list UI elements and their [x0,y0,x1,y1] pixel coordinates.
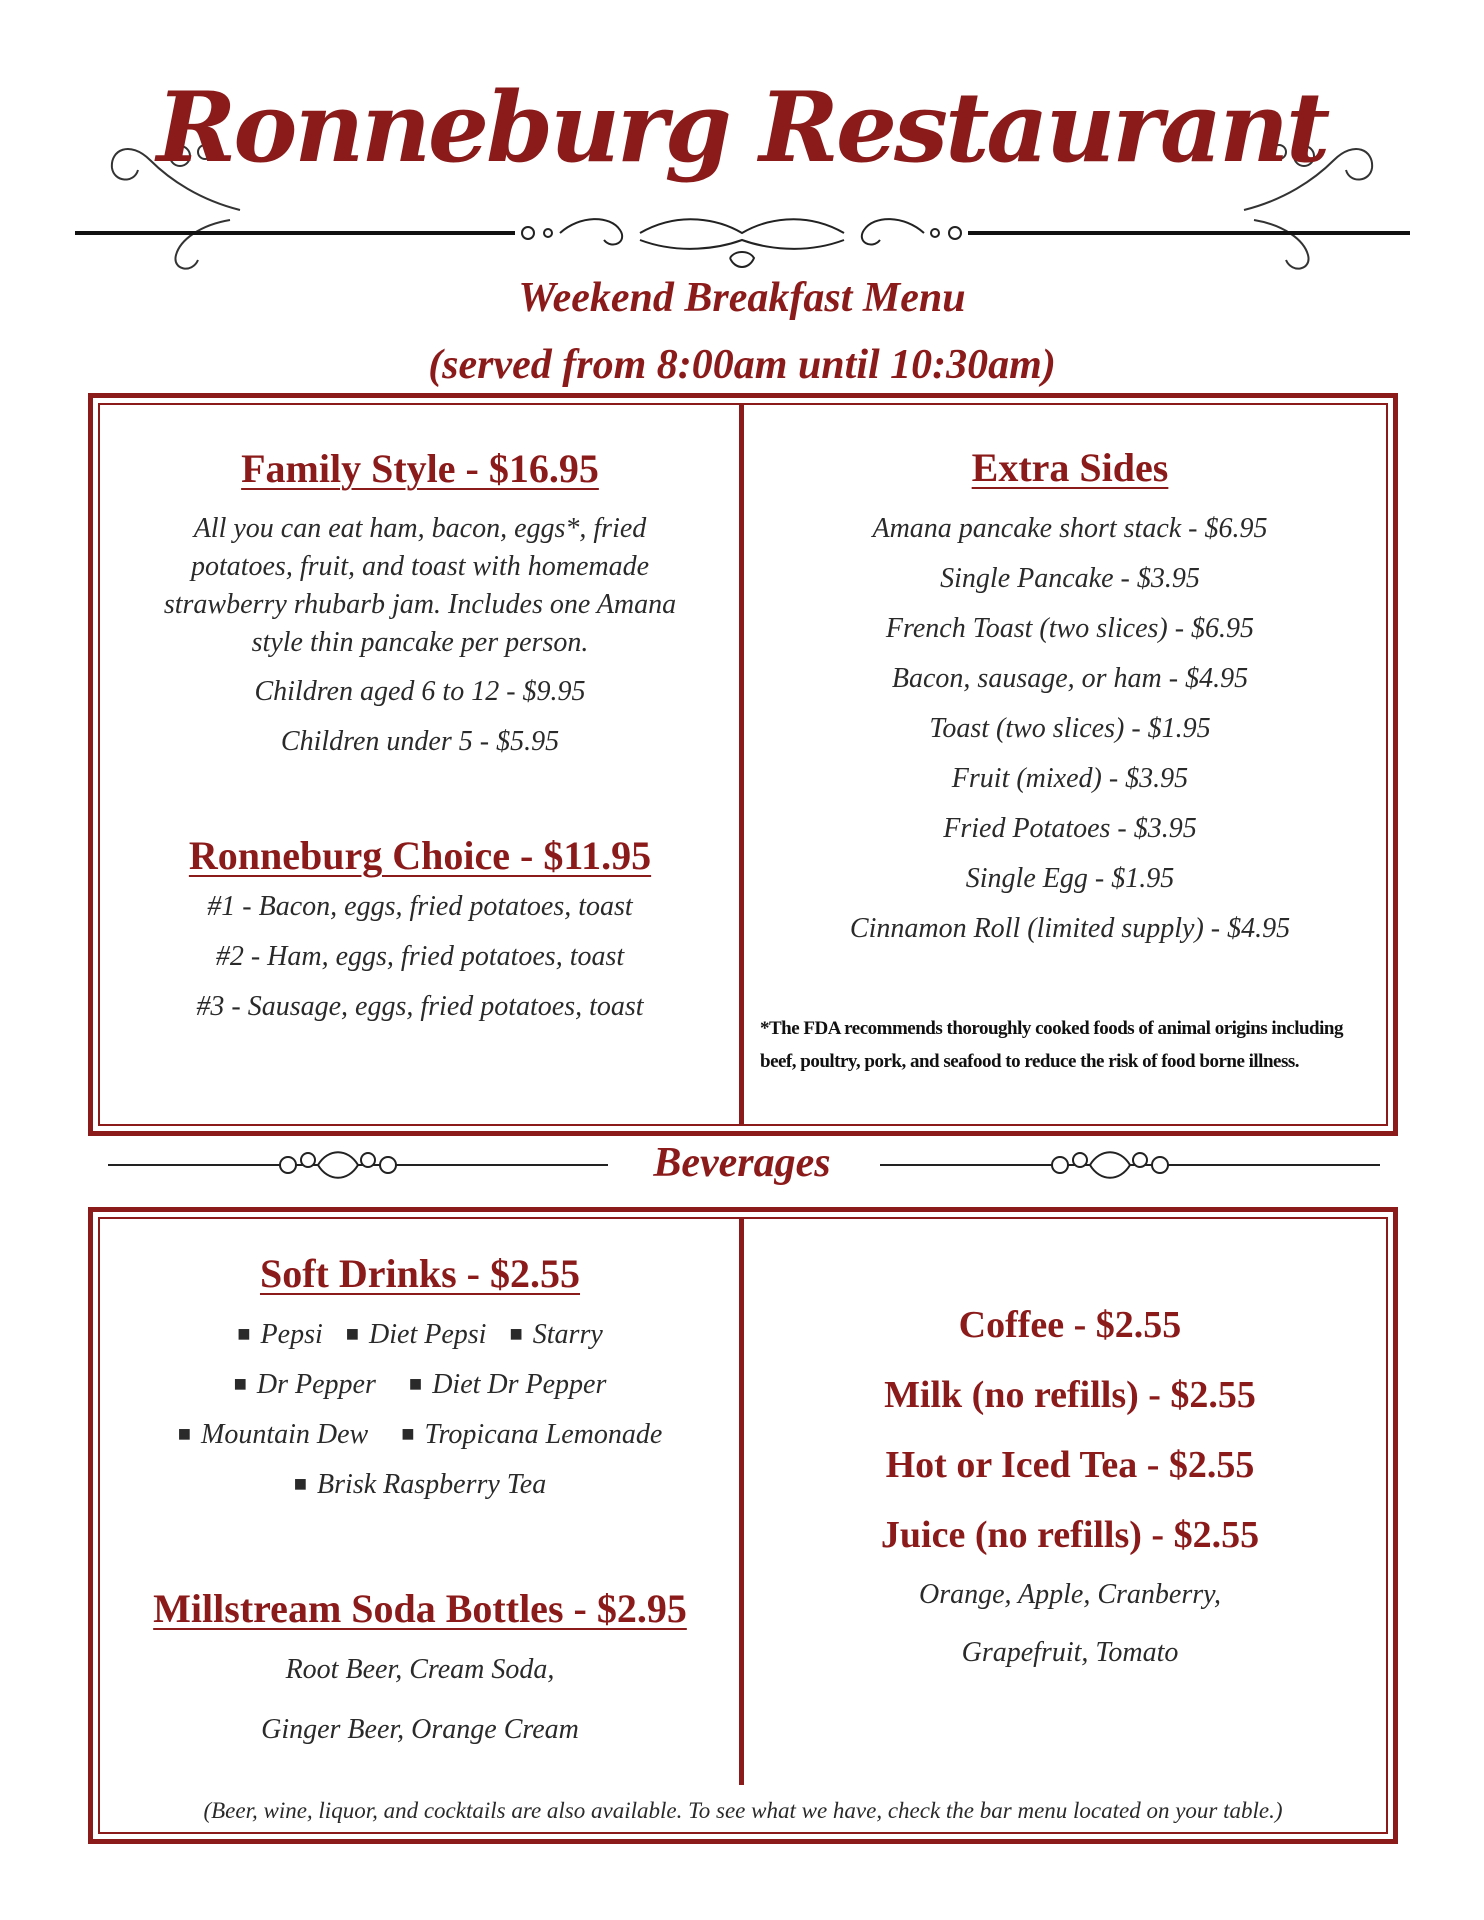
coffee-price: Coffee - $2.55 [958,1304,1182,1346]
choice-item: #1 - Bacon, eggs, fried potatoes, toast [207,891,633,922]
side-item: Toast (two slices) - $1.95 [929,713,1211,744]
millstream-flavors: Root Beer, Cream Soda, [285,1654,555,1685]
tea-price: Hot or Iced Tea - $2.55 [885,1444,1255,1486]
ronneburg-choice-heading: Ronneburg Choice - $11.95 [188,833,652,878]
breakfast-column-divider [739,403,744,1126]
soft-drinks-row: ■ Mountain Dew ■ Tropicana Lemonade [177,1419,663,1450]
extra-sides-heading: Extra Sides [971,445,1169,490]
beverages-column-divider [739,1217,744,1785]
side-item: Fruit (mixed) - $3.95 [951,763,1189,794]
choice-item: #3 - Sausage, eggs, fried potatoes, toast [196,991,644,1022]
juice-flavors: Grapefruit, Tomato [961,1637,1179,1668]
family-style-section [110,445,730,758]
extra-sides-list [750,513,1390,963]
family-style-desc-line: potatoes, fruit, and toast with homemade [190,551,650,582]
soft-drinks-heading: Soft Drinks - $2.55 [259,1251,581,1296]
fda-disclaimer: *The FDA recommends thoroughly cooked foods of animal origins including beef, poultry, pork, and seafood to reduce the risk of food borne illness. [760,1018,1343,1072]
family-style-description [110,510,730,662]
menu-hours: (served from 8:00am until 10:30am) [428,342,1056,388]
family-style-desc-line: All you can eat ham, bacon, eggs*, fried [193,513,647,544]
drink-option: Tropicana Lemonade [424,1419,663,1450]
drink-option: Diet Dr Pepper [432,1369,607,1400]
bar-menu-note: (Beer, wine, liquor, and cocktails are also available. To see what we have, check the bar menu located on your table.) [203,1798,1283,1823]
soft-drinks-row: ■ Dr Pepper ■ Diet Dr Pepper [233,1369,607,1400]
side-item: Cinnamon Roll (limited supply) - $4.95 [849,913,1291,944]
drink-option: Brisk Raspberry Tea [317,1469,547,1500]
ronneburg-choice-section [110,832,730,1023]
side-item: Fried Potatoes - $3.95 [943,813,1197,844]
drink-option: Dr Pepper [256,1369,376,1400]
side-item: Bacon, sausage, or ham - $4.95 [891,663,1249,694]
millstream-section [110,1585,730,1746]
drink-option: Starry [532,1319,603,1350]
children-under-5-price: Children under 5 - $5.95 [280,726,560,757]
side-item: French Toast (two slices) - $6.95 [885,613,1255,644]
drink-option: Pepsi [260,1319,323,1350]
side-item: Single Egg - $1.95 [965,863,1175,894]
extra-sides-section [750,444,1390,963]
choice-item: #2 - Ham, eggs, fried potatoes, toast [215,941,625,972]
hot-drinks-section [750,1303,1390,1669]
soft-drinks-row: ■ Brisk Raspberry Tea [293,1469,547,1500]
drink-option: Diet Pepsi [369,1319,487,1350]
restaurant-title: Ronneburg Restaurant [156,71,1328,184]
family-style-desc-line: style thin pancake per person. [251,627,589,658]
menu-subtitle: Weekend Breakfast Menu [518,275,966,321]
side-item: Single Pancake - $3.95 [940,563,1200,594]
beverages-heading: Beverages [653,1140,831,1186]
millstream-flavors: Ginger Beer, Orange Cream [261,1714,579,1745]
family-style-desc-line: strawberry rhubarb jam. Includes one Amana [163,589,677,620]
children-6-12-price: Children aged 6 to 12 - $9.95 [254,676,586,707]
milk-price: Milk (no refills) - $2.55 [884,1374,1256,1416]
soft-drinks-section [110,1250,730,1501]
soft-drinks-row: ■ Pepsi ■ Diet Pepsi ■ Starry [237,1319,603,1350]
side-item: Amana pancake short stack - $6.95 [872,513,1268,544]
family-style-heading: Family Style - $16.95 [241,446,599,491]
drink-option: Mountain Dew [201,1419,369,1450]
juice-flavors: Orange, Apple, Cranberry, [918,1579,1222,1610]
millstream-heading: Millstream Soda Bottles - $2.95 [153,1586,687,1631]
juice-price: Juice (no refills) - $2.55 [880,1514,1260,1556]
